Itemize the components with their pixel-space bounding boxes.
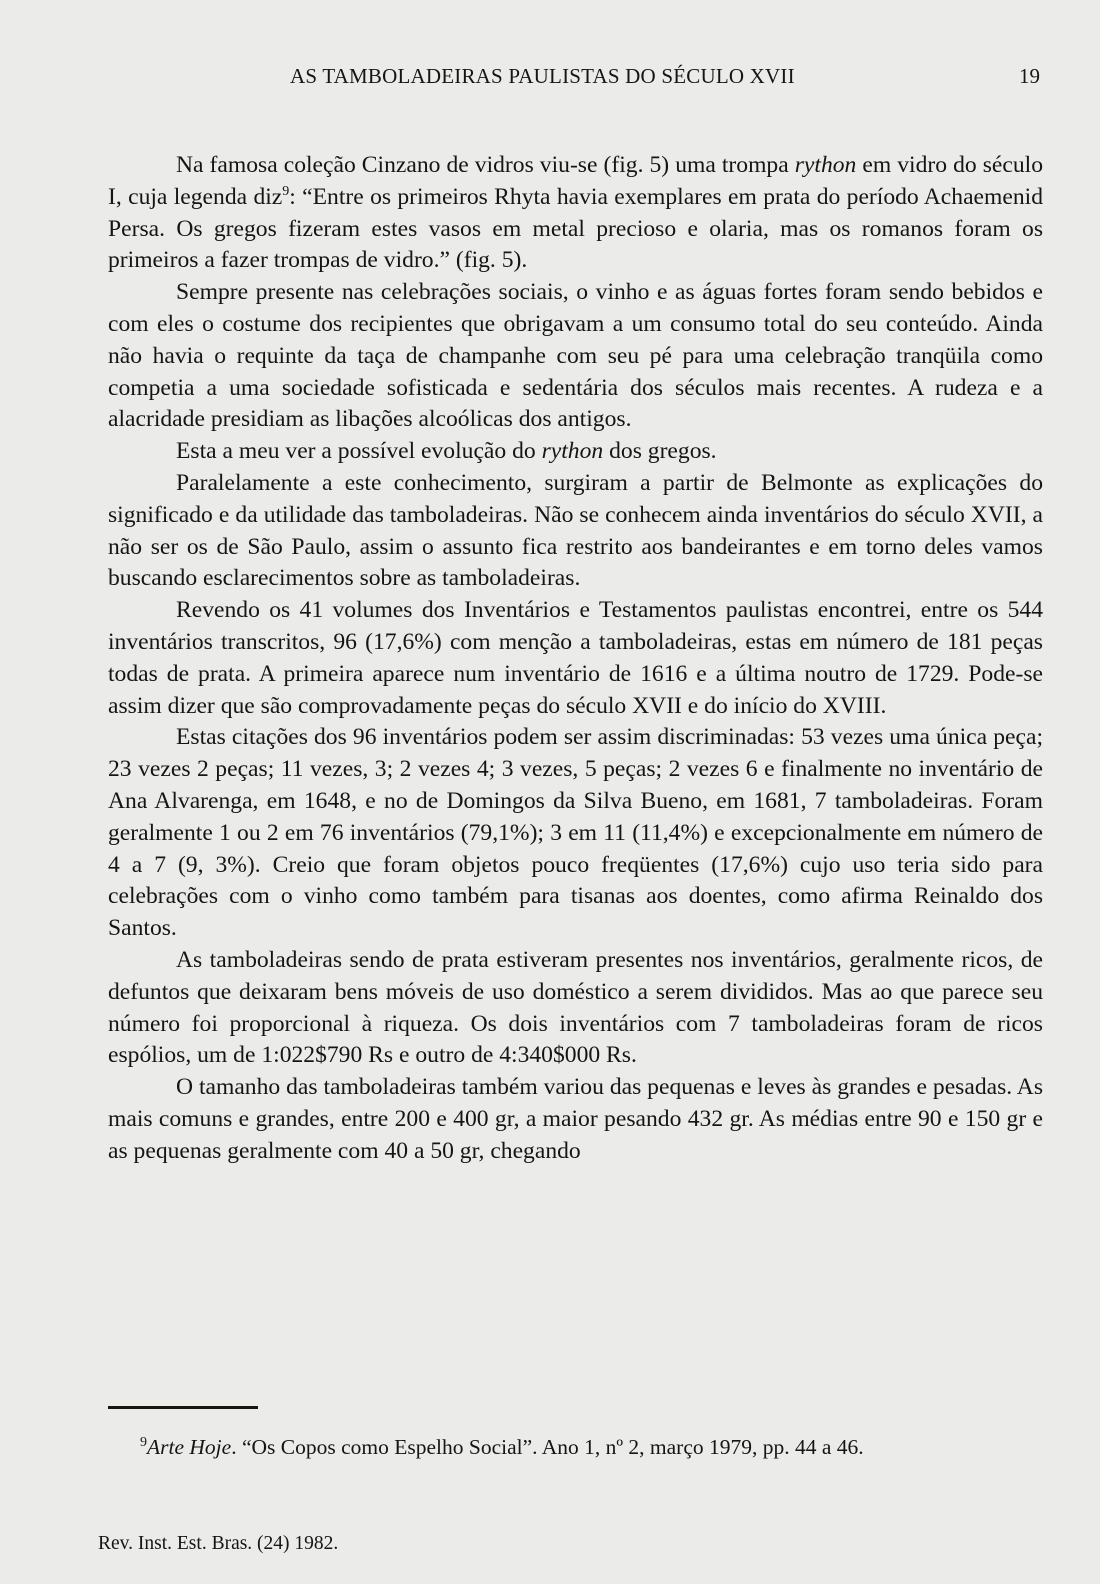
footnote-text: . “Os Copos como Espelho Social”. Ano 1, nº 2, março 1979, pp. 44 a 46.	[231, 1435, 864, 1459]
term-rython: rython	[794, 152, 857, 178]
journal-citation: Rev. Inst. Est. Bras. (24) 1982.	[98, 1533, 339, 1554]
paragraph-3-text-before: Esta a meu ver a possível evolução do	[176, 438, 542, 465]
paragraph-8: O tamanho das tamboladeiras também variou das pequenas e leves às grandes e pesadas. As mais comuns e grandes, entre 200 e 400 gr, a maior pesando 432 gr. As médias entre 90 e 150 gr e as pequenas geralmente com 40 a 50 gr, chegando	[108, 1074, 1043, 1164]
paragraph-4: Paralelamente a este conhecimento, surgiram a partir de Belmonte as explicações do significado e da utilidade das tamboladeiras. Não se conhecem ainda inventários do século XVII, a não ser os de São Paulo, assim o assunto fica restrito aos bandeirantes e em torno deles vamos buscando esclarecimentos sobre as tamboladeiras.	[108, 469, 1043, 592]
paragraph-3	[108, 436, 1043, 468]
page-number: 19	[1019, 64, 1040, 88]
running-title: AS TAMBOLADEIRAS PAULISTAS DO SÉCULO XVII	[290, 64, 795, 88]
footnotes	[108, 1406, 1043, 1461]
paragraph-7: As tamboladeiras sendo de prata estiveram presentes nos inventários, geralmente ricos, de defuntos que deixaram bens móveis de uso doméstico a serem divididos. Mas ao que parece seu número foi proporcional à riqueza. Os dois inventários com 7 tamboladeiras foram de ricos espólios, um de 1:022$790 Rs e outro de 4:340$000 Rs.	[108, 946, 1043, 1069]
footnote-marker: 9	[140, 1434, 147, 1450]
paragraph-6: Estas citações dos 96 inventários podem ser assim discriminadas: 53 vezes uma única peça; 23 vezes 2 peças; 11 vezes, 3; 2 vezes 4; 3 vezes, 5 peças; 2 vezes 6 e finalmente no inventário de Ana Alvarenga, em 1648, e no de Domingos da Silva Bueno, em 1681, 7 tamboladeiras. Foram geralmente 1 ou 2 em 76 inventários (79,1%); 3 em 11 (11,4%) e excepcionalmente em número de 4 a 7 (9, 3%). Creio que foram objetos pouco freqüentes (17,6%) cujo uso teria sido para celebrações com o vinho como também para tisanas aos doentes, como afirma Reinaldo dos Santos.	[108, 724, 1043, 942]
paragraph-1	[108, 150, 1043, 277]
paragraph-1-text-middle: em vidro do século I, cuja legenda diz	[108, 152, 1043, 210]
term-rython-2: rython	[541, 438, 604, 465]
footnote-reference: 9	[282, 183, 290, 199]
paragraph-1-text-after: : “Entre os primeiros Rhyta havia exemplares em prata do período Achaemenid Persa. Os gregos fizeram estes vasos em metal precioso e olaria, mas os romanos foram os primeiros a fazer trompas de vidro.” (fig. 5).	[108, 183, 1043, 274]
footnote-rule	[108, 1406, 258, 1409]
paragraph-5: Revendo os 41 volumes dos Inventários e Testamentos paulistas encontrei, entre os 544 inventários transcritos, 96 (17,6%) com menção a tamboladeiras, estas em número de 181 peças todas de prata. A primeira aparece num inventário de 1616 e a última noutro de 1729. Pode-se assim dizer que são comprovadamente peças do século XVII e do início do XVIII.	[108, 597, 1043, 719]
footnote-9	[108, 1433, 1043, 1461]
paragraph-1-text-before: Na famosa coleção Cinzano de vidros viu-se (fig. 5) uma trompa	[176, 152, 795, 178]
footnote-title: Arte Hoje	[147, 1435, 232, 1459]
paragraph-3-text-after: dos gregos.	[603, 438, 717, 465]
paragraph-2: Sempre presente nas celebrações sociais, o vinho e as águas fortes foram sendo bebidos e com eles o costume dos recipientes que obrigavam a um consumo total do seu conteúdo. Ainda não havia o requinte da taça de champanhe com seu pé para uma celebração tranqüila como competia a uma sociedade sofisticada e sedentária dos séculos mais recentes. A rudeza e a alacridade presidiam as libações alcoólicas dos antigos.	[108, 279, 1043, 433]
page-header	[100, 64, 1040, 98]
article-body	[108, 150, 1043, 1168]
